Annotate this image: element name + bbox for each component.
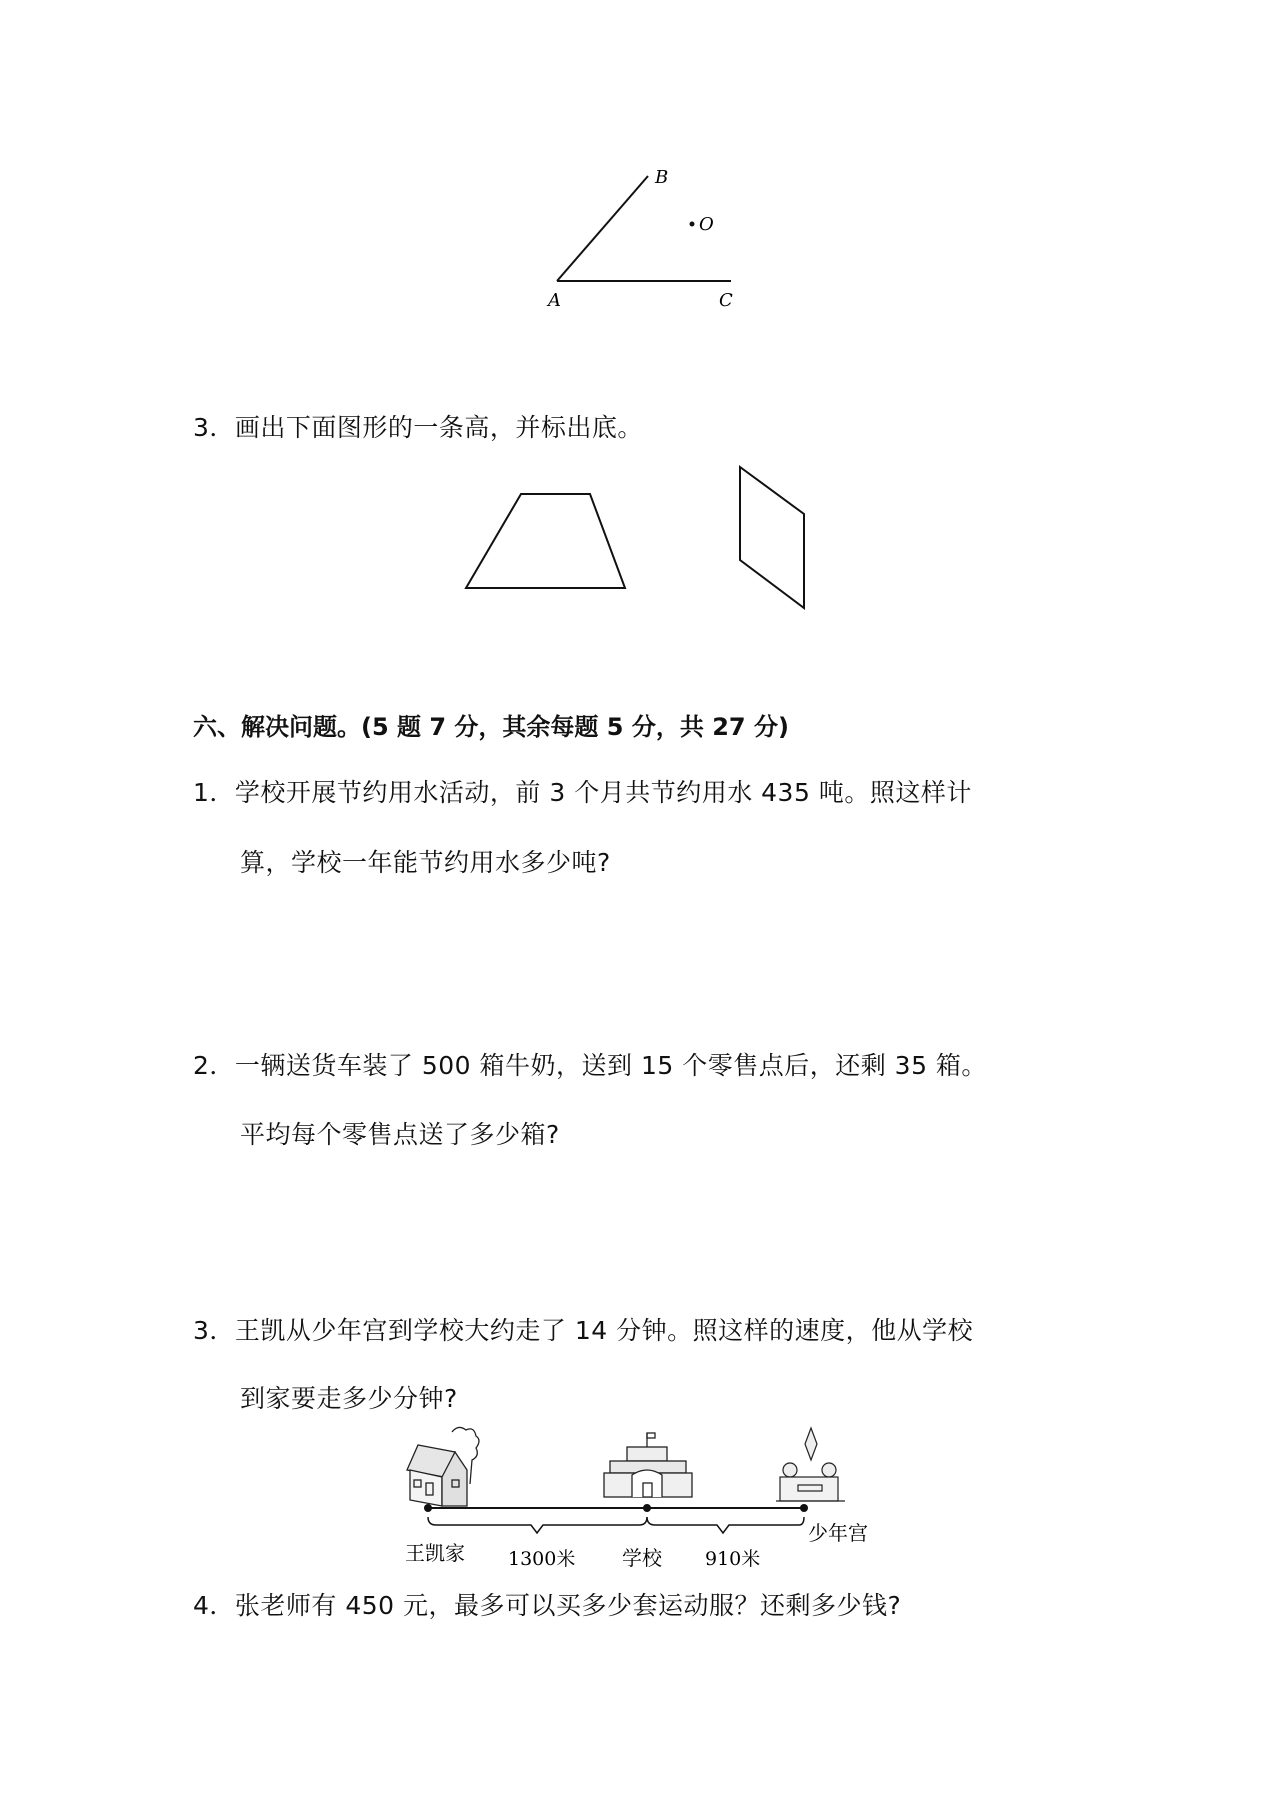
ray-ab	[557, 176, 648, 281]
label-a: A	[548, 290, 561, 311]
problem-2-line2: 平均每个零售点送了多少箱?	[240, 1120, 560, 1149]
point-o	[690, 222, 695, 227]
segment-2-label: 910米	[705, 1548, 761, 1570]
shapes-diagram	[0, 450, 1280, 630]
parallelogram-shape	[740, 467, 804, 608]
problem-3-line2: 到家要走多少分钟?	[240, 1384, 458, 1413]
section-title: 六、解决问题。(5 题 7 分，其余每题 5 分，共 27 分)	[193, 713, 789, 741]
brace-segment-2	[647, 1517, 804, 1533]
label-b: B	[655, 167, 669, 188]
problem-2-line1: 2．一辆送货车装了 500 箱牛奶，送到 15 个零售点后，还剩 35 箱。	[193, 1051, 987, 1080]
problem-number: 3．	[193, 1316, 235, 1345]
home-label: 王凯家	[405, 1541, 465, 1565]
q3-text: 画出下面图形的一条高，并标出底。	[234, 413, 643, 442]
problem-1-line1: 1．学校开展节约用水活动，前 3 个月共节约用水 435 吨。照这样计	[193, 778, 972, 807]
label-o: O	[699, 214, 714, 235]
segment-1-label: 1300米	[508, 1548, 576, 1570]
palace-label: 少年宫	[808, 1521, 868, 1545]
angle-diagram	[0, 0, 1280, 340]
trapezoid-shape	[466, 494, 625, 588]
q3-draw-question	[193, 411, 643, 445]
school-label: 学校	[622, 1546, 662, 1570]
home-point	[424, 1504, 432, 1512]
brace-segment-1	[428, 1517, 647, 1533]
problem-3-line1: 3．王凯从少年宫到学校大约走了 14 分钟。照这样的速度，他从学校	[193, 1316, 974, 1345]
label-c: C	[719, 290, 733, 311]
palace-icon	[776, 1428, 845, 1501]
route-diagram	[0, 1420, 1280, 1570]
problem-number: 1．	[193, 778, 235, 807]
school-point	[643, 1504, 651, 1512]
problem-number: 2．	[193, 1051, 235, 1080]
palace-point	[800, 1504, 808, 1512]
problem-1-line2: 算，学校一年能节约用水多少吨?	[240, 848, 611, 877]
q3-number: 3．	[193, 413, 235, 442]
house-icon	[407, 1427, 479, 1506]
school-building-icon	[604, 1433, 692, 1497]
problem-4-line1: 4．张老师有 450 元，最多可以买多少套运动服？还剩多少钱?	[193, 1591, 902, 1620]
problem-number: 4．	[193, 1591, 235, 1620]
